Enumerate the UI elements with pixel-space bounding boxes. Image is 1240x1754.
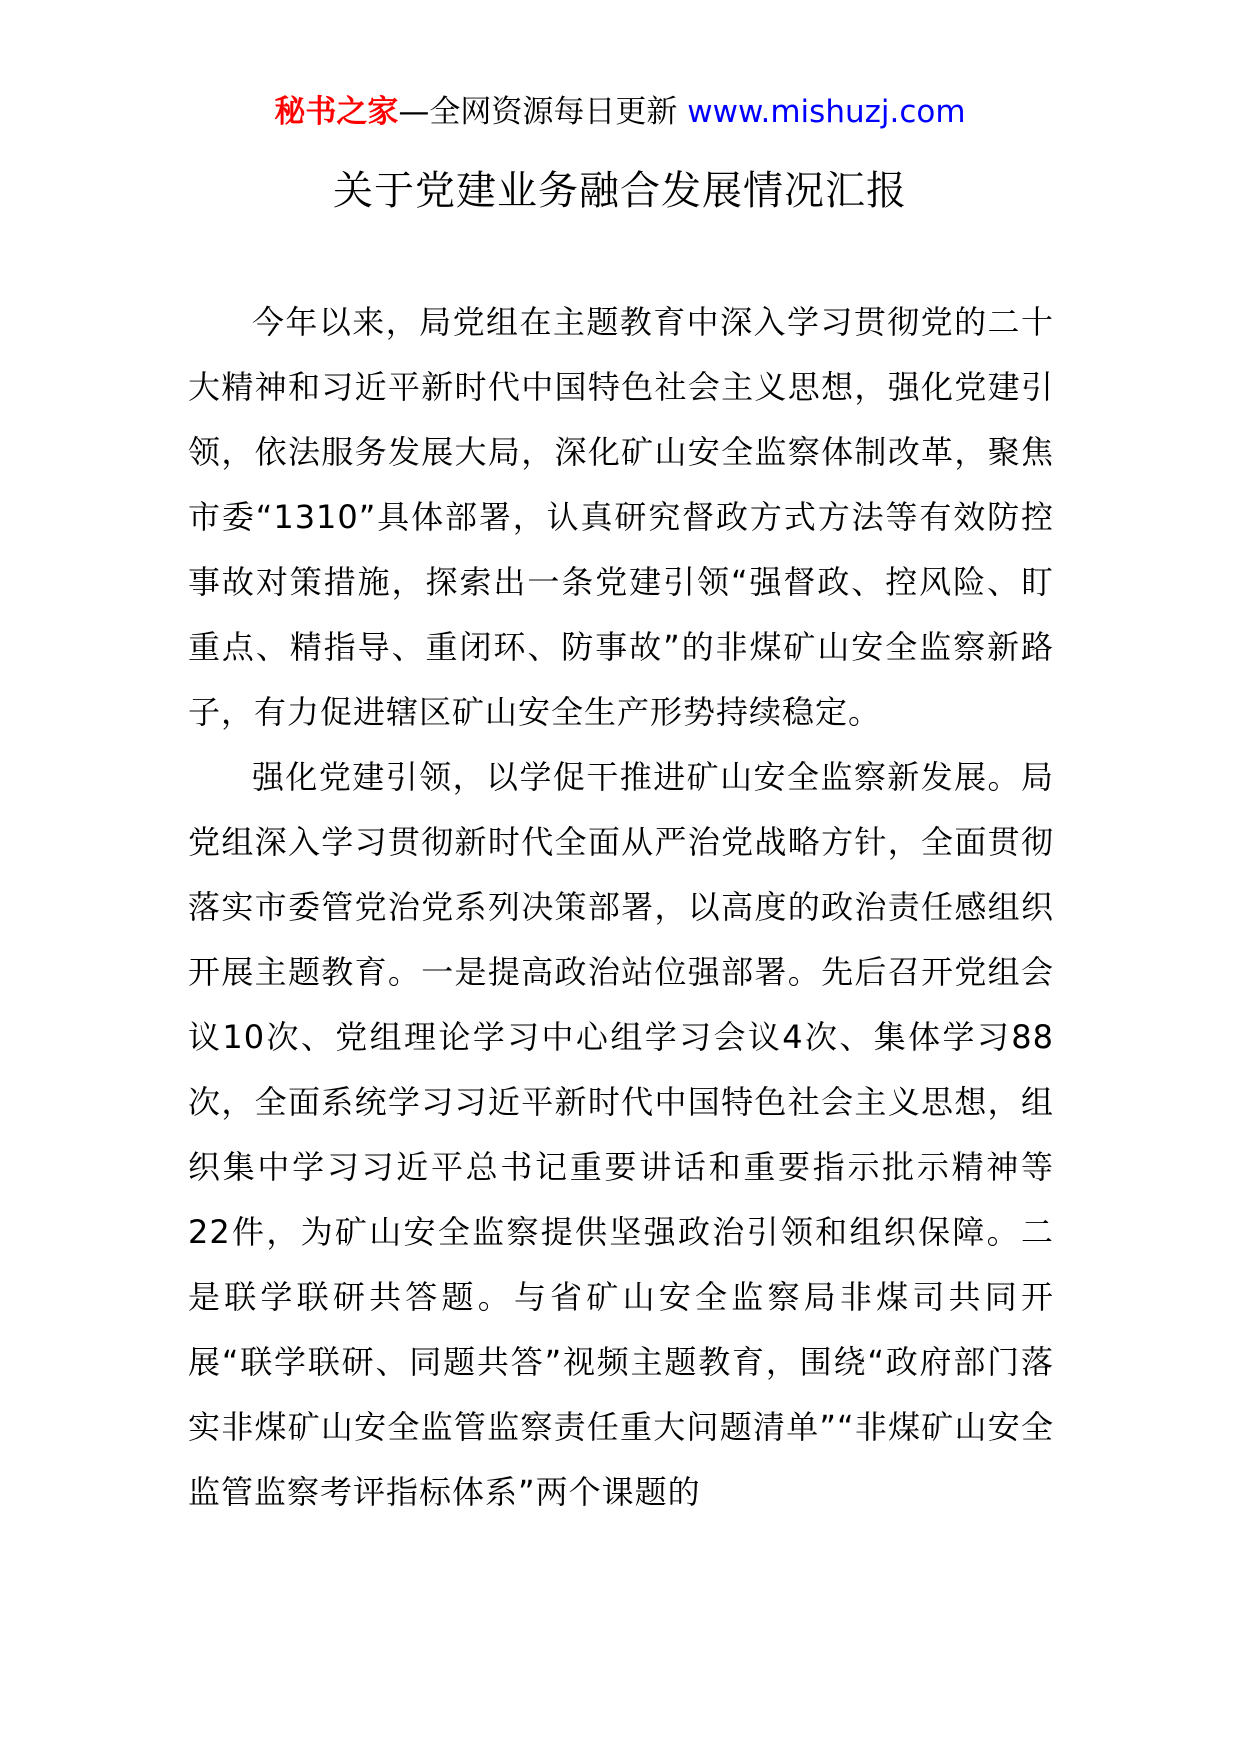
paragraph-intro: 今年以来，局党组在主题教育中深入学习贯彻党的二十大精神和习近平新时代中国特色社会主义思想，强化党建引领，依法服务发展大局，深化矿山安全监察体制改革，聚焦市委“1310”具体部署，认真研究督政方式方法等有效防控事故对策措施，探索出一条党建引领“强督政、控风险、盯重点、精指导、重闭环、防事故”的非煤矿山安全监察新路子，有力促进辖区矿山安全生产形势持续稳定。 bbox=[188, 303, 1054, 731]
site-header bbox=[0, 92, 1240, 132]
document-title: 关于党建业务融合发展情况汇报 bbox=[333, 168, 907, 214]
paragraph-party-building: 强化党建引领，以学促干推进矿山安全监察新发展。局党组深入学习贯彻新时代全面从严治党战略方针，全面贯彻落实市委管党治党系列决策部署，以高度的政治责任感组织开展主题教育。一是提高政治站位强部署。先后召开党组会议10次、党组理论学习中心组学习会议4次、集体学习88次，全面系统学习习近平新时代中国特色社会主义思想，组织集中学习习近平总书记重要讲话和重要指示批示精神等22件，为矿山安全监察提供坚强政治引领和组织保障。二是联学联研共答题。与省矿山安全监察局非煤司共同开展“联学联研、同题共答”视频主题教育，围绕“政府部门落实非煤矿山安全监管监察责任重大问题清单”“非煤矿山安全监管监察考评指标体系”两个课题的 bbox=[188, 758, 1054, 1511]
header-tagline: —全网资源每日更新 bbox=[398, 94, 678, 130]
site-url-link[interactable]: www.mishuzj.com bbox=[687, 94, 966, 130]
brand-name: 秘书之家 bbox=[274, 94, 399, 130]
document-body bbox=[188, 290, 1054, 1525]
